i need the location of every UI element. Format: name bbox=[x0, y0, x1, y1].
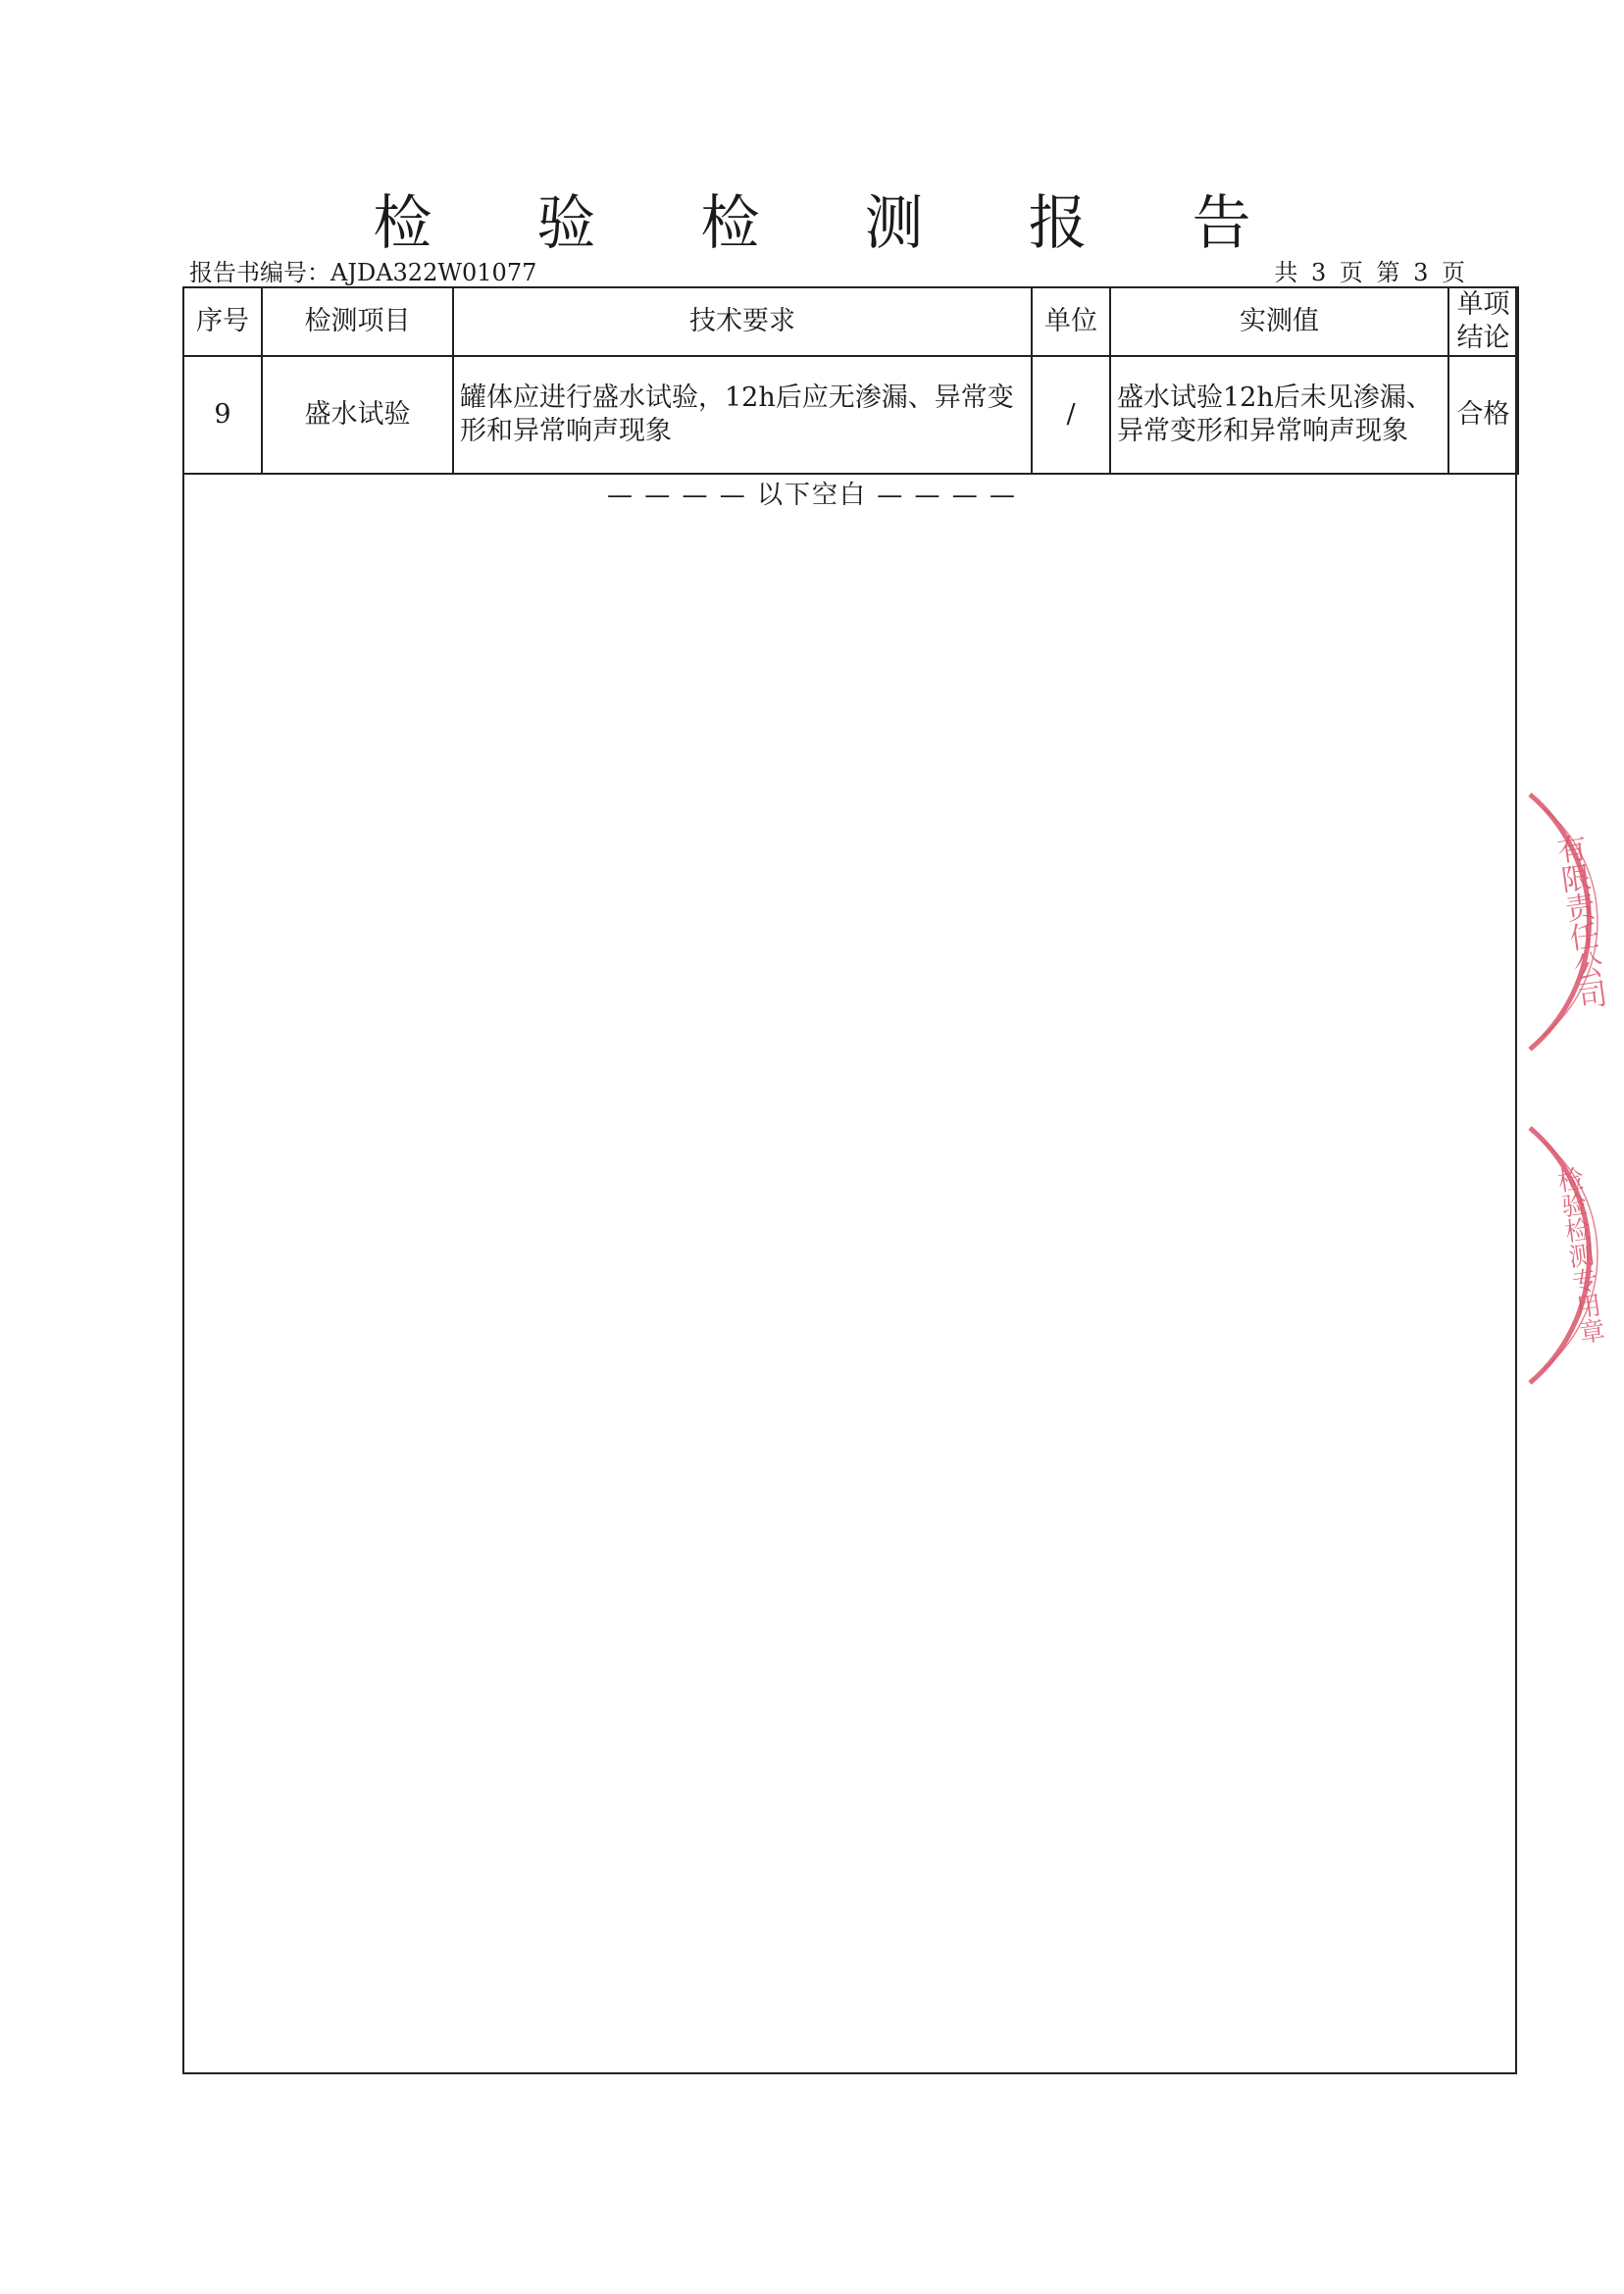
cell-requirement: 罐体应进行盛水试验，12h后应无渗漏、异常变形和异常响声现象 bbox=[453, 356, 1032, 474]
company-seal-text: 有限责任公司 bbox=[1549, 832, 1608, 1012]
cell-conclusion: 合格 bbox=[1448, 356, 1518, 474]
header-conclusion-line2: 结论 bbox=[1456, 323, 1510, 353]
page-title: 检 验 检 测 报 告 bbox=[373, 189, 1294, 258]
inspection-seal-stamp bbox=[1510, 1118, 1624, 1393]
header-requirement: 技术要求 bbox=[453, 287, 1032, 356]
header-conclusion bbox=[1448, 287, 1518, 356]
cell-unit: / bbox=[1032, 356, 1110, 474]
header-unit: 单位 bbox=[1032, 287, 1110, 356]
report-number-label: 报告书编号： bbox=[189, 259, 330, 286]
company-seal-stamp bbox=[1510, 785, 1624, 1059]
inspection-seal-text: 检验检测专用章 bbox=[1551, 1164, 1606, 1347]
blank-below-note: — — — — 以下空白 — — — — bbox=[606, 481, 1018, 510]
report-number-value: AJDA322W01077 bbox=[330, 259, 537, 286]
report-table bbox=[182, 286, 1519, 475]
report-frame bbox=[182, 286, 1517, 2074]
header-measured: 实测值 bbox=[1110, 287, 1448, 356]
cell-item: 盛水试验 bbox=[262, 356, 453, 474]
cell-measured: 盛水试验12h后未见渗漏、异常变形和异常响声现象 bbox=[1110, 356, 1448, 474]
cell-seq: 9 bbox=[183, 356, 262, 474]
header-item: 检测项目 bbox=[262, 287, 453, 356]
report-number bbox=[189, 253, 536, 287]
page-indicator: 共 3 页 第 3 页 bbox=[1274, 259, 1465, 286]
header-seq: 序号 bbox=[183, 287, 262, 356]
table-header-row bbox=[183, 287, 1518, 356]
table-row bbox=[183, 356, 1518, 474]
header-conclusion-line1: 单项 bbox=[1456, 289, 1510, 320]
